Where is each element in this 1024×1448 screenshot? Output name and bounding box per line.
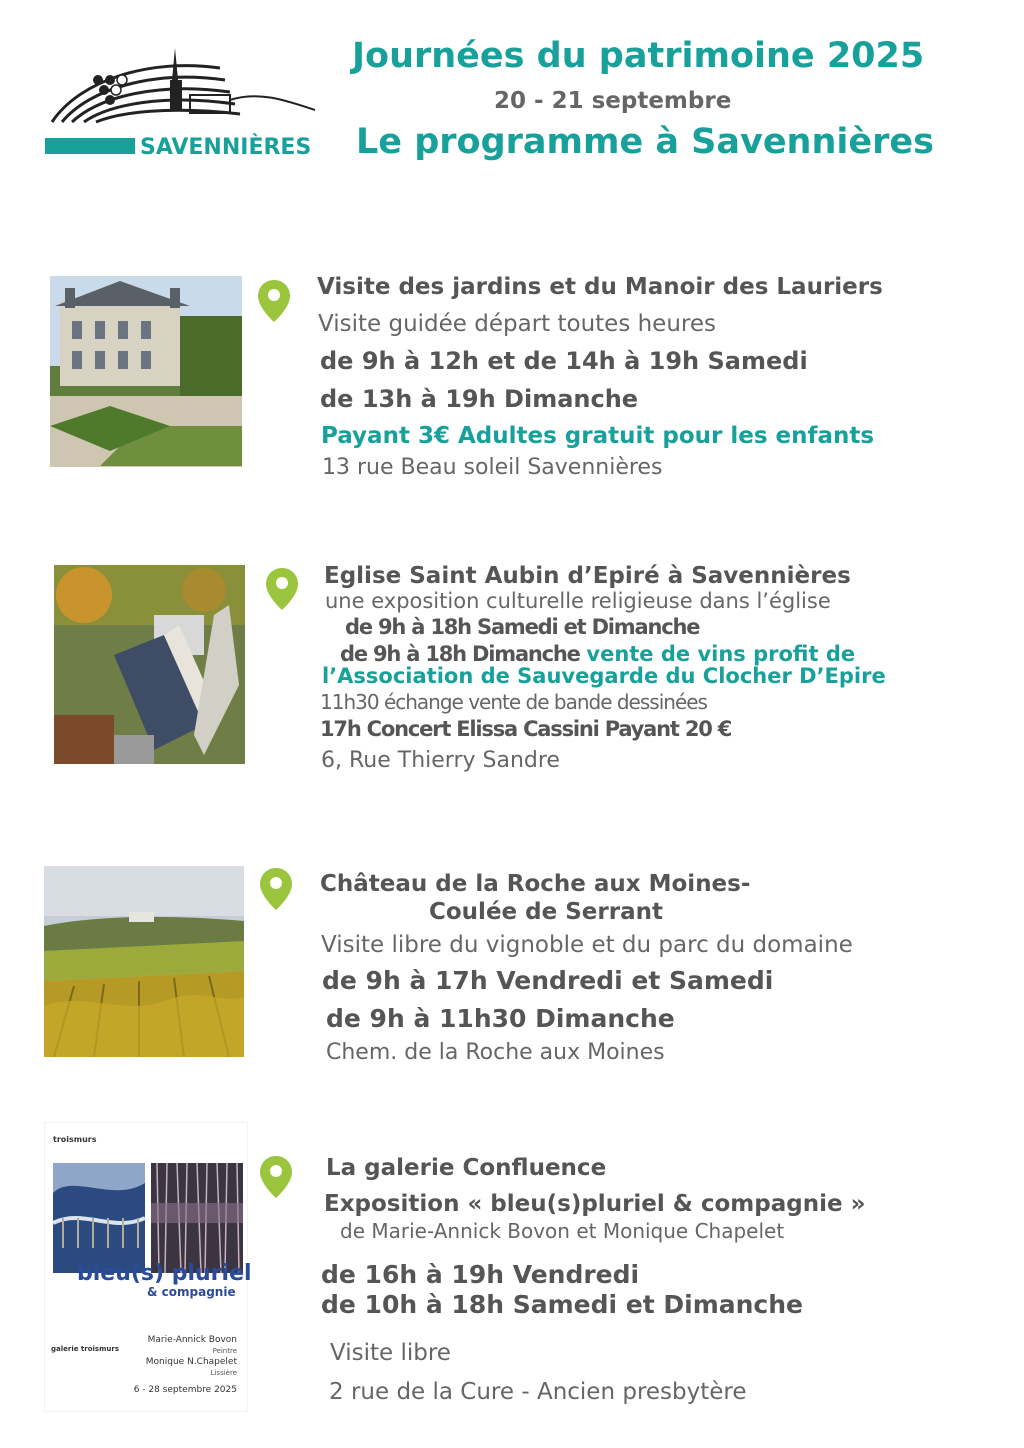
poster-brand: troismurs [53,1135,97,1144]
event-2-title: Eglise Saint Aubin d’Epiré à Savennières [324,563,851,589]
event-dates: 20 - 21 septembre [494,88,732,114]
location-pin-icon [258,1154,294,1200]
event-3-address: Chem. de la Roche aux Moines [326,1040,665,1065]
event-4-hours-1: de 16h à 19h Vendredi [321,1260,640,1289]
page-title: Journées du patrimoine 2025 [352,36,925,76]
event-2-hours-2: de 9h à 18h Dimanche [340,642,580,666]
event-4-expo: Exposition « bleu(s)pluriel & compagnie » [324,1191,866,1217]
event-1-title: Visite des jardins et du Manoir des Lauriers [317,274,883,300]
vignoble-photo [44,866,244,1057]
event-1-price: Payant 3€ Adultes gratuit pour les enfants [321,423,875,449]
event-2-sale-2: l’Association de Sauvegarde du Clocher D’Epire [322,664,886,688]
event-1-hours-2: de 13h à 19h Dimanche [320,385,639,413]
poster-role-2: Lissière [210,1369,237,1377]
event-1-desc: Visite guidée départ toutes heures [318,311,716,337]
event-2-comic-line [320,690,707,714]
event-1-address: 13 rue Beau soleil Savennières [322,455,663,480]
poster-role-1: Peintre [212,1347,237,1355]
poster-subtitle: & compagnie [147,1285,236,1299]
event-4-hours-2: de 10h à 18h Samedi et Dimanche [321,1290,803,1319]
event-2-comic-time: 11h30 [320,690,379,714]
eglise-photo [54,565,245,764]
event-3-hours-2: de 9h à 11h30 Dimanche [326,1004,675,1033]
poster-artist-1: Marie-Annick Bovon [147,1335,237,1345]
event-3-title-2: Coulée de Serrant [429,899,663,925]
page-subtitle: Le programme à Savennières [356,122,934,162]
manoir-photo [50,276,242,467]
poster-artworks [53,1163,243,1273]
event-4-artists: de Marie-Annick Bovon et Monique Chapelet [340,1219,785,1243]
event-2-concert: 17h Concert Elissa Cassini Payant 20 € [320,717,732,741]
event-2-desc: une exposition culturelle religieuse dans l’église [325,589,831,613]
event-1-hours-1: de 9h à 12h et de 14h à 19h Samedi [320,347,808,375]
event-4-address: 2 rue de la Cure - Ancien presbytère [329,1379,747,1405]
event-2-comic: échange vente de bande dessinées [383,690,707,714]
location-pin-icon [258,866,294,912]
event-2-address: 6, Rue Thierry Sandre [321,748,560,773]
logo-wordmark: SAVENNIÈRES [140,135,312,160]
poster-title: bleu(s) pluriel [77,1261,252,1286]
savennieres-logo [40,40,325,165]
event-2-hours-1: de 9h à 18h Samedi et Dimanche [345,615,700,639]
location-pin-icon [264,566,300,612]
event-4-title: La galerie Confluence [326,1155,607,1181]
event-2-sale-1: vente de vins profit de [586,642,856,666]
poster-gallery: galerie troismurs [51,1345,119,1353]
event-4-visit: Visite libre [330,1340,451,1366]
exhibition-poster [44,1122,252,1412]
event-3-desc: Visite libre du vignoble et du parc du domaine [321,932,853,958]
event-3-hours-1: de 9h à 17h Vendredi et Samedi [322,966,774,995]
poster-artist-2: Monique N.Chapelet [145,1357,237,1367]
event-3-title-1: Château de la Roche aux Moines- [320,871,751,897]
event-2-hours-2-line [340,642,855,666]
poster-dates: 6 - 28 septembre 2025 [133,1385,237,1395]
location-pin-icon [256,278,292,324]
